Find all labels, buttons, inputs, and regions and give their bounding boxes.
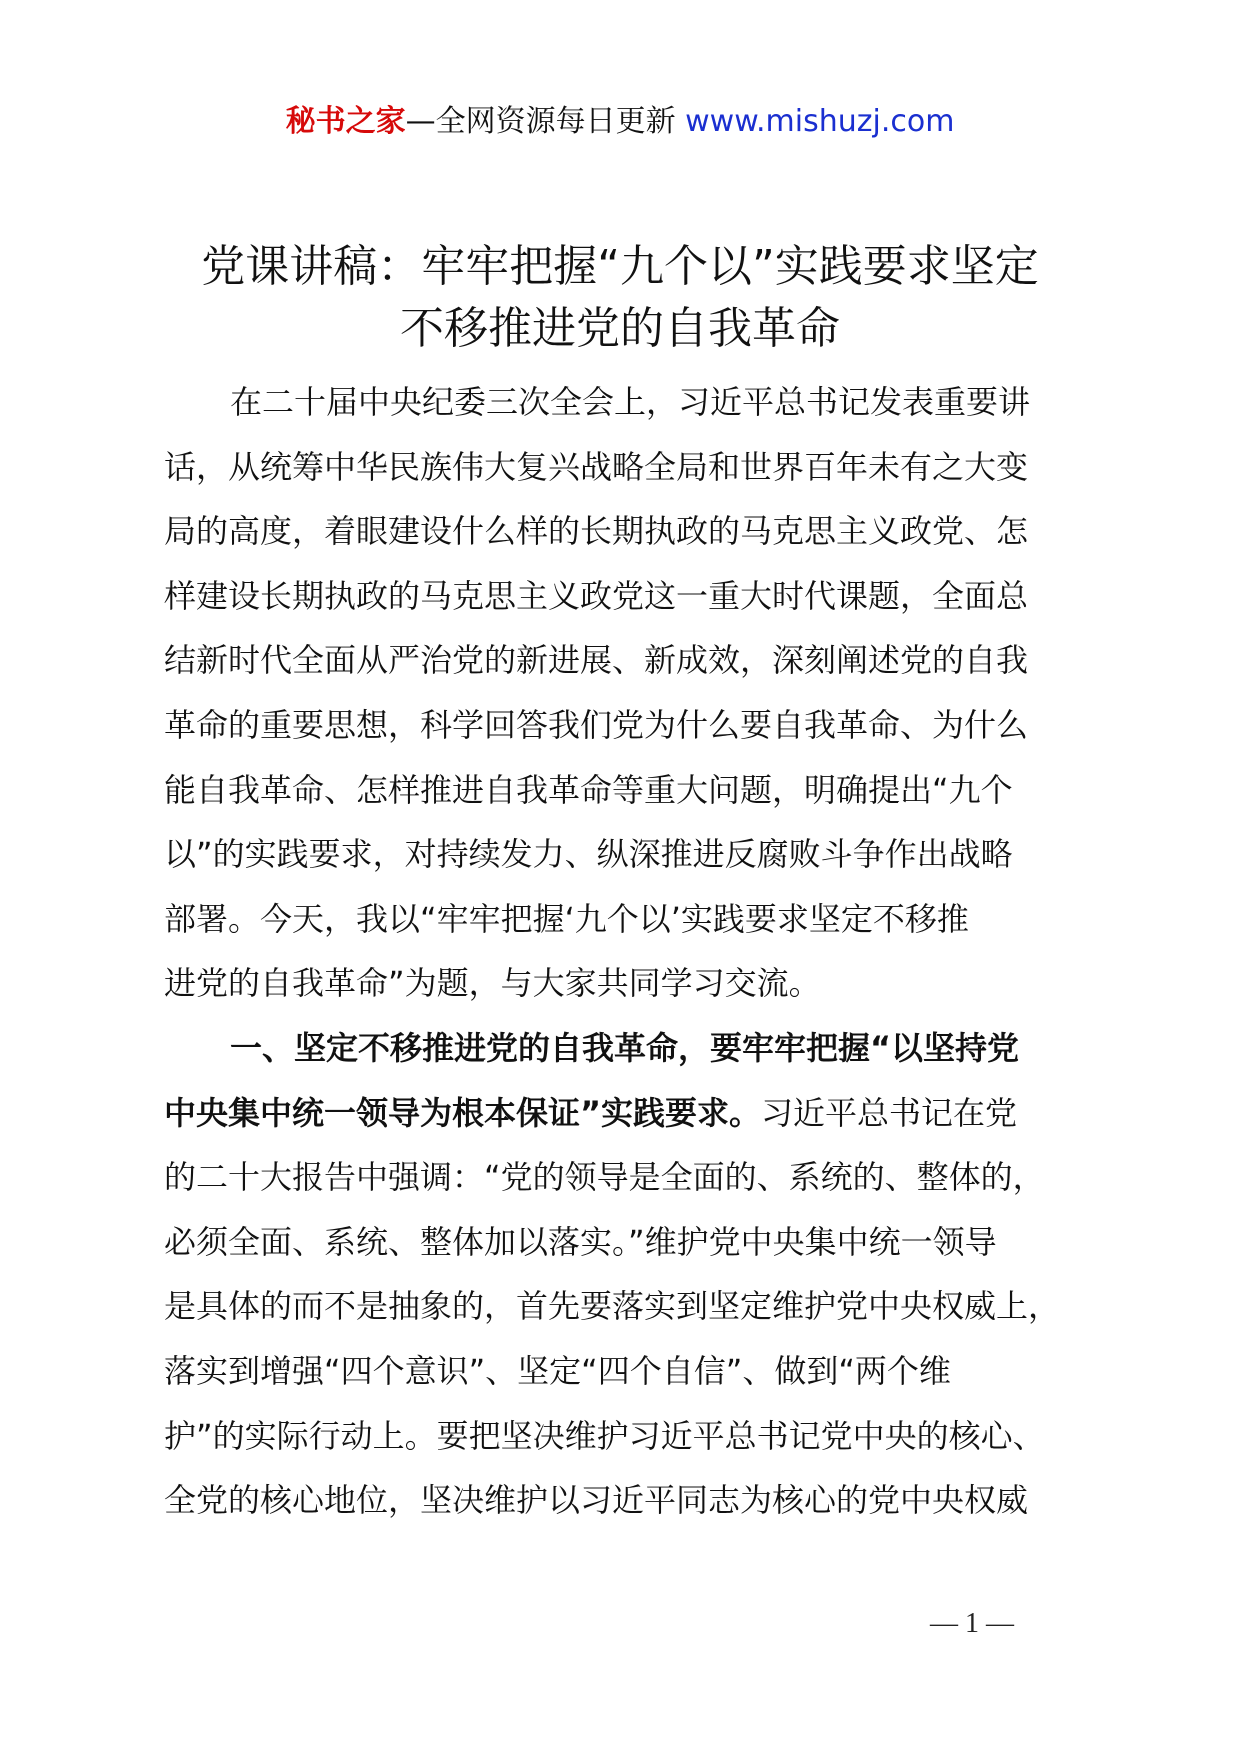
paragraph-line: 话，从统筹中华民族伟大复兴战略全局和世界百年未有之大变 xyxy=(164,447,1029,486)
paragraph-text: 习近平总书记在党 xyxy=(761,1093,1018,1132)
site-url-link[interactable]: www.mishuzj.com xyxy=(685,104,955,139)
paragraph-line: 能自我革命、怎样推进自我革命等重大问题，明确提出“九个 xyxy=(164,770,1013,809)
section-heading-bold: 中央集中统一领导为根本保证”实践要求。 xyxy=(164,1093,762,1132)
site-header xyxy=(0,100,1240,144)
title-line-2: 不移推进党的自我革命 xyxy=(400,303,840,354)
paragraph-line: 局的高度，着眼建设什么样的长期执政的马克思主义政党、怎 xyxy=(164,512,1029,551)
paragraph-line: 的二十大报告中强调：“党的领导是全面的、系统的、整体的， xyxy=(164,1158,1045,1197)
header-tagline: —全网资源每日更新 xyxy=(405,104,676,139)
paragraph-line: 以”的实践要求，对持续发力、纵深推进反腐败斗争作出战略 xyxy=(164,835,1013,874)
paragraph-line: 样建设长期执政的马克思主义政党这一重大时代课题，全面总 xyxy=(164,576,1029,615)
paragraph-line: 革命的重要思想，科学回答我们党为什么要自我革命、为什么 xyxy=(164,705,1029,744)
paragraph-line: 部署。今天，我以“牢牢把握‘九个以’实践要求坚定不移推 xyxy=(164,899,969,938)
section-heading-line xyxy=(164,1081,1094,1146)
document-body xyxy=(164,370,1094,1533)
paragraph-line: 全党的核心地位，坚决维护以习近平同志为核心的党中央权威 xyxy=(164,1481,1029,1520)
brand-name: 秘书之家 xyxy=(285,104,406,139)
paragraph-line: 必须全面、系统、整体加以落实。”维护党中央集中统一领导 xyxy=(164,1222,997,1261)
paragraph-line: 护”的实际行动上。要把坚决维护习近平总书记党中央的核心、 xyxy=(164,1416,1045,1455)
page-number: — 1 — xyxy=(930,1608,1014,1639)
paragraph-line: 在二十届中央纪委三次全会上，习近平总书记发表重要讲 xyxy=(230,383,1031,421)
paragraph-line: 结新时代全面从严治党的新进展、新成效，深刻阐述党的自我 xyxy=(164,641,1029,680)
paragraph-line: 是具体的而不是抽象的，首先要落实到坚定维护党中央权威上， xyxy=(164,1287,1061,1326)
paragraph-line: 进党的自我革命”为题，与大家共同学习交流。 xyxy=(164,964,821,1003)
document-title xyxy=(150,236,1090,360)
title-line-1: 党课讲稿：牢牢把握“九个以”实践要求坚定 xyxy=(201,241,1039,292)
section-heading-line: 一、坚定不移推进党的自我革命，要牢牢把握“以坚持党 xyxy=(230,1028,1020,1067)
paragraph-line: 落实到增强“四个意识”、坚定“四个自信”、做到“两个维 xyxy=(164,1351,951,1390)
